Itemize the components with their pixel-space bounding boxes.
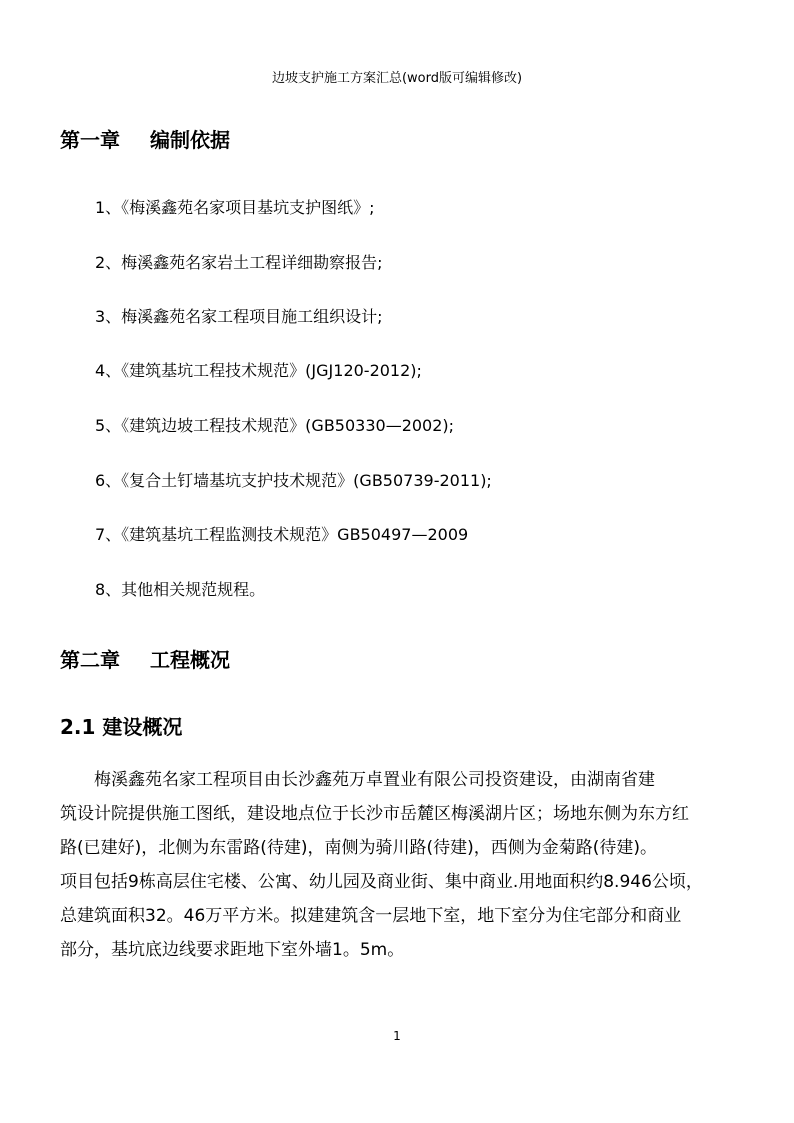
reference-item: 3、梅溪鑫苑名家工程项目施工组织设计; xyxy=(95,307,383,326)
reference-item: 7、《建筑基坑工程监测技术规范》GB50497—2009 xyxy=(95,525,469,544)
chapter-title: 编制依据 xyxy=(150,128,230,152)
section-heading-2-1: 2.1 建设概况 xyxy=(60,715,183,739)
reference-item: 2、梅溪鑫苑名家岩土工程详细勘察报告; xyxy=(95,253,383,272)
reference-item: 1、《梅溪鑫苑名家项目基坑支护图纸》; xyxy=(95,198,375,217)
chapter-heading-1 xyxy=(60,126,230,154)
chapter-number: 第一章 xyxy=(60,128,120,152)
paragraph-line: 部分，基坑底边线要求距地下室外墙1。5m。 xyxy=(60,940,405,960)
reference-item: 8、其他相关规范规程。 xyxy=(95,580,266,599)
page-header: 边坡支护施工方案汇总(word版可编辑修改) xyxy=(271,71,523,86)
paragraph-line: 总建筑面积32。46万平方米。拟建建筑含一层地下室，地下室分为住宅部分和商业 xyxy=(60,906,682,926)
chapter-title: 工程概况 xyxy=(150,648,230,672)
page-number: 1 xyxy=(393,1029,401,1043)
reference-item: 5、《建筑边坡工程技术规范》(GB50330—2002); xyxy=(95,416,455,435)
paragraph-line: 路(已建好)，北侧为东雷路(待建)，南侧为骑川路(待建)，西侧为金菊路(待建)。 xyxy=(60,838,658,858)
reference-item: 6、《复合土钉墙基坑支护技术规范》(GB50739-2011); xyxy=(95,471,492,490)
chapter-heading-2 xyxy=(60,646,230,674)
paragraph-line: 筑设计院提供施工图纸，建设地点位于长沙市岳麓区梅溪湖片区；场地东侧为东方红 xyxy=(60,804,689,824)
body-paragraph xyxy=(60,763,744,967)
paragraph-line: 梅溪鑫苑名家工程项目由长沙鑫苑万卓置业有限公司投资建设，由湖南省建 xyxy=(60,770,655,790)
reference-item: 4、《建筑基坑工程技术规范》(JGJ120-2012); xyxy=(95,361,422,380)
paragraph-line: 项目包括9栋高层住宅楼、公寓、幼儿园及商业街、集中商业.用地面积约8.946公顷， xyxy=(60,872,703,892)
chapter-number: 第二章 xyxy=(60,648,120,672)
